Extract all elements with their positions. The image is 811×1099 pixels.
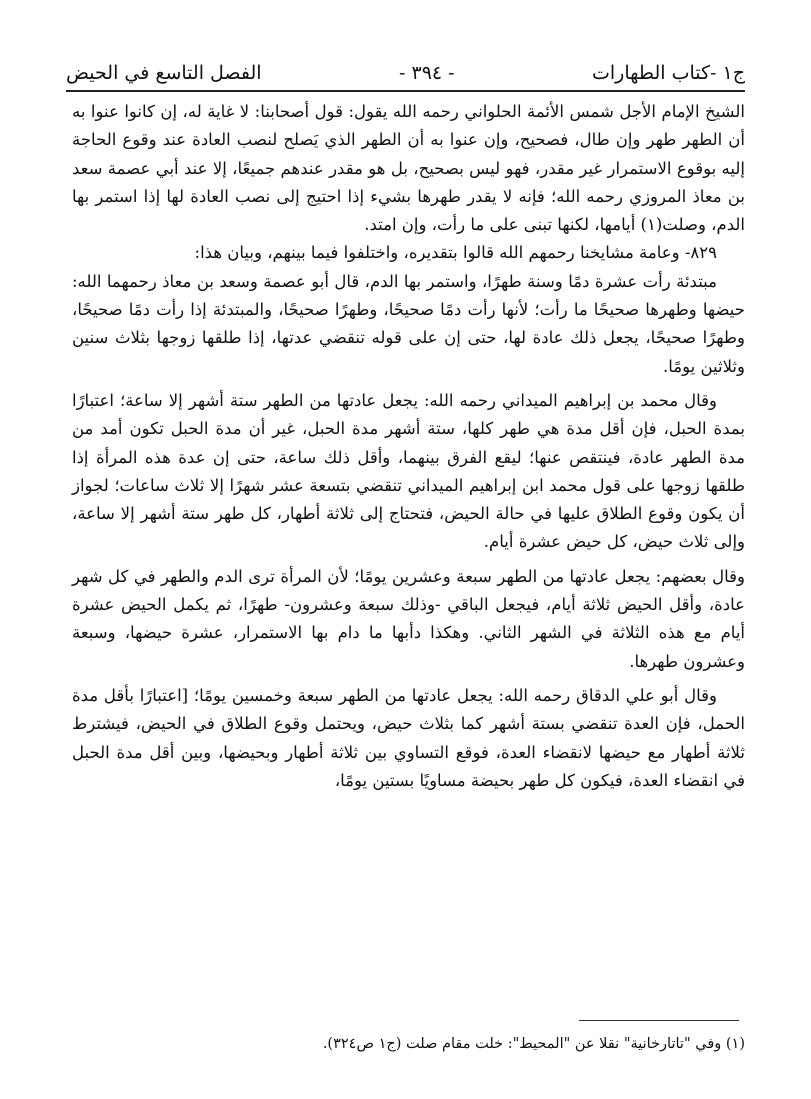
- paragraph-4: وقال محمد بن إبراهيم الميداني رحمه الله: يجعل عادتها من الطهر ستة أشهر إلا ساعة؛ اعتبارًا بمدة الحبل، فإن أقل مدة هي طهر كلها، ستة أشهر مدة الحبل، غير أن مدة الحبل تكون أمد من مدة الطهر عادة، فينتقص عنها؛ ليقع الفرق بينهما، وأقل ذلك ساعة، حتى إن عدة هذه المرأة إذا طلقها زوجها على قول محمد ابن إبراهيم الميداني تنقضي بتسعة عشر شهرًا إلا ثلاث ساعات؛ لجواز أن يكون وقوع الطلاق عليها في حالة الحيض، فتحتاج إلى ثلاثة أطهار، كل طهر ستة أشهر إلا ساعة، وإلى ثلاث حيض، كل حيض عشرة أيام.: [72, 390, 745, 552]
- footnote: (١) وفي "تاتارخانية" نقلا عن "المحيط": خلت مقام صلت (ج١ ص٣٢٤).: [322, 1036, 745, 1052]
- paragraph-2: ٨٢٩- وعامة مشايخنا رحمهم الله قالوا بتقديره، واختلفوا فيما بينهم، وبيان هذا:: [194, 243, 717, 263]
- main-text: [72, 98, 745, 795]
- volume-chapter-title: ج١ -كتاب الطهارات: [592, 62, 745, 84]
- section-title: الفصل التاسع في الحيض: [66, 62, 262, 84]
- page-number: - ٣٩٤ -: [399, 62, 455, 84]
- paragraph-5: وقال بعضهم: يجعل عادتها من الطهر سبعة وعشرين يومًا؛ لأن المرأة ترى الدم والطهر في كل شهر عادة، وأقل الحيض ثلاثة أيام، فيجعل الباقي -وذلك سبعة وعشرون- طهرًا، ثم يكمل الحيض عشرة أيام مع هذه الثلاثة في الشهر الثاني. وهكذا دأبها ما دام بها الاستمرار، عشرة حيضها، وسبعة وعشرون طهرها.: [72, 566, 745, 671]
- paragraph-6: وقال أبو علي الدقاق رحمه الله: يجعل عادتها من الطهر سبعة وخمسين يومًا؛ [اعتبارًا بأقل مدة الحمل، فإن العدة تنقضي بستة أشهر كما بثلاث حيض، ويحتمل وقوع الطلاق في الحيض، فيشترط ثلاثة أطهار مع حيضها لانقضاء العدة، فوقع التساوي بين ثلاثة أطهار وبحيضها، وبين أقل مدة الحبل في انقضاء العدة، فيكون كل طهر بحيضة مساويًا بستين يومًا،: [72, 685, 745, 790]
- paragraph-1: الشيخ الإمام الأجل شمس الأئمة الحلواني رحمه الله يقول: قول أصحابنا: لا غاية له، إن كانوا عنوا به أن الطهر طهر وإن طال، فصحيح، وإن عنوا به أن الطهر الذي يَصلح لنصب العادة عند وقوع الحاجة إليه بوقوع الاستمرار غير مقدر، فهو ليس بصحيح، بل هو مقدر عندهم جميعًا، إلا عند أبي عصمة سعد بن معاذ المروزي رحمه الله؛ فإنه لا يقدر طهرها بشيء إذا احتيج إلى نصب العادة لها إذا استمر بها الدم، وصلت(١) أيامها، لكنها تبنى على ما رأت، وإن امتد.: [72, 102, 745, 235]
- footnote-divider: [579, 1020, 739, 1021]
- page-header: [66, 56, 745, 92]
- paragraph-3: مبتدئة رأت عشرة دمًا وسنة طهرًا، واستمر بها الدم، قال أبو عصمة وسعد بن معاذ رحمهما الله: حيضها وطهرها صحيحًا ما رأت؛ لأنها رأت دمًا صحيحًا، وطهرًا صحيحًا، والمبتدئة إذا رأت دمًا صحيحًا، وطهرًا صحيحًا، يجعل ذلك عادة لها، حتى إن على قوله تنقضي عدتها، إذا طلقها زوجها بثلاث سنين وثلاثين يومًا.: [72, 271, 745, 376]
